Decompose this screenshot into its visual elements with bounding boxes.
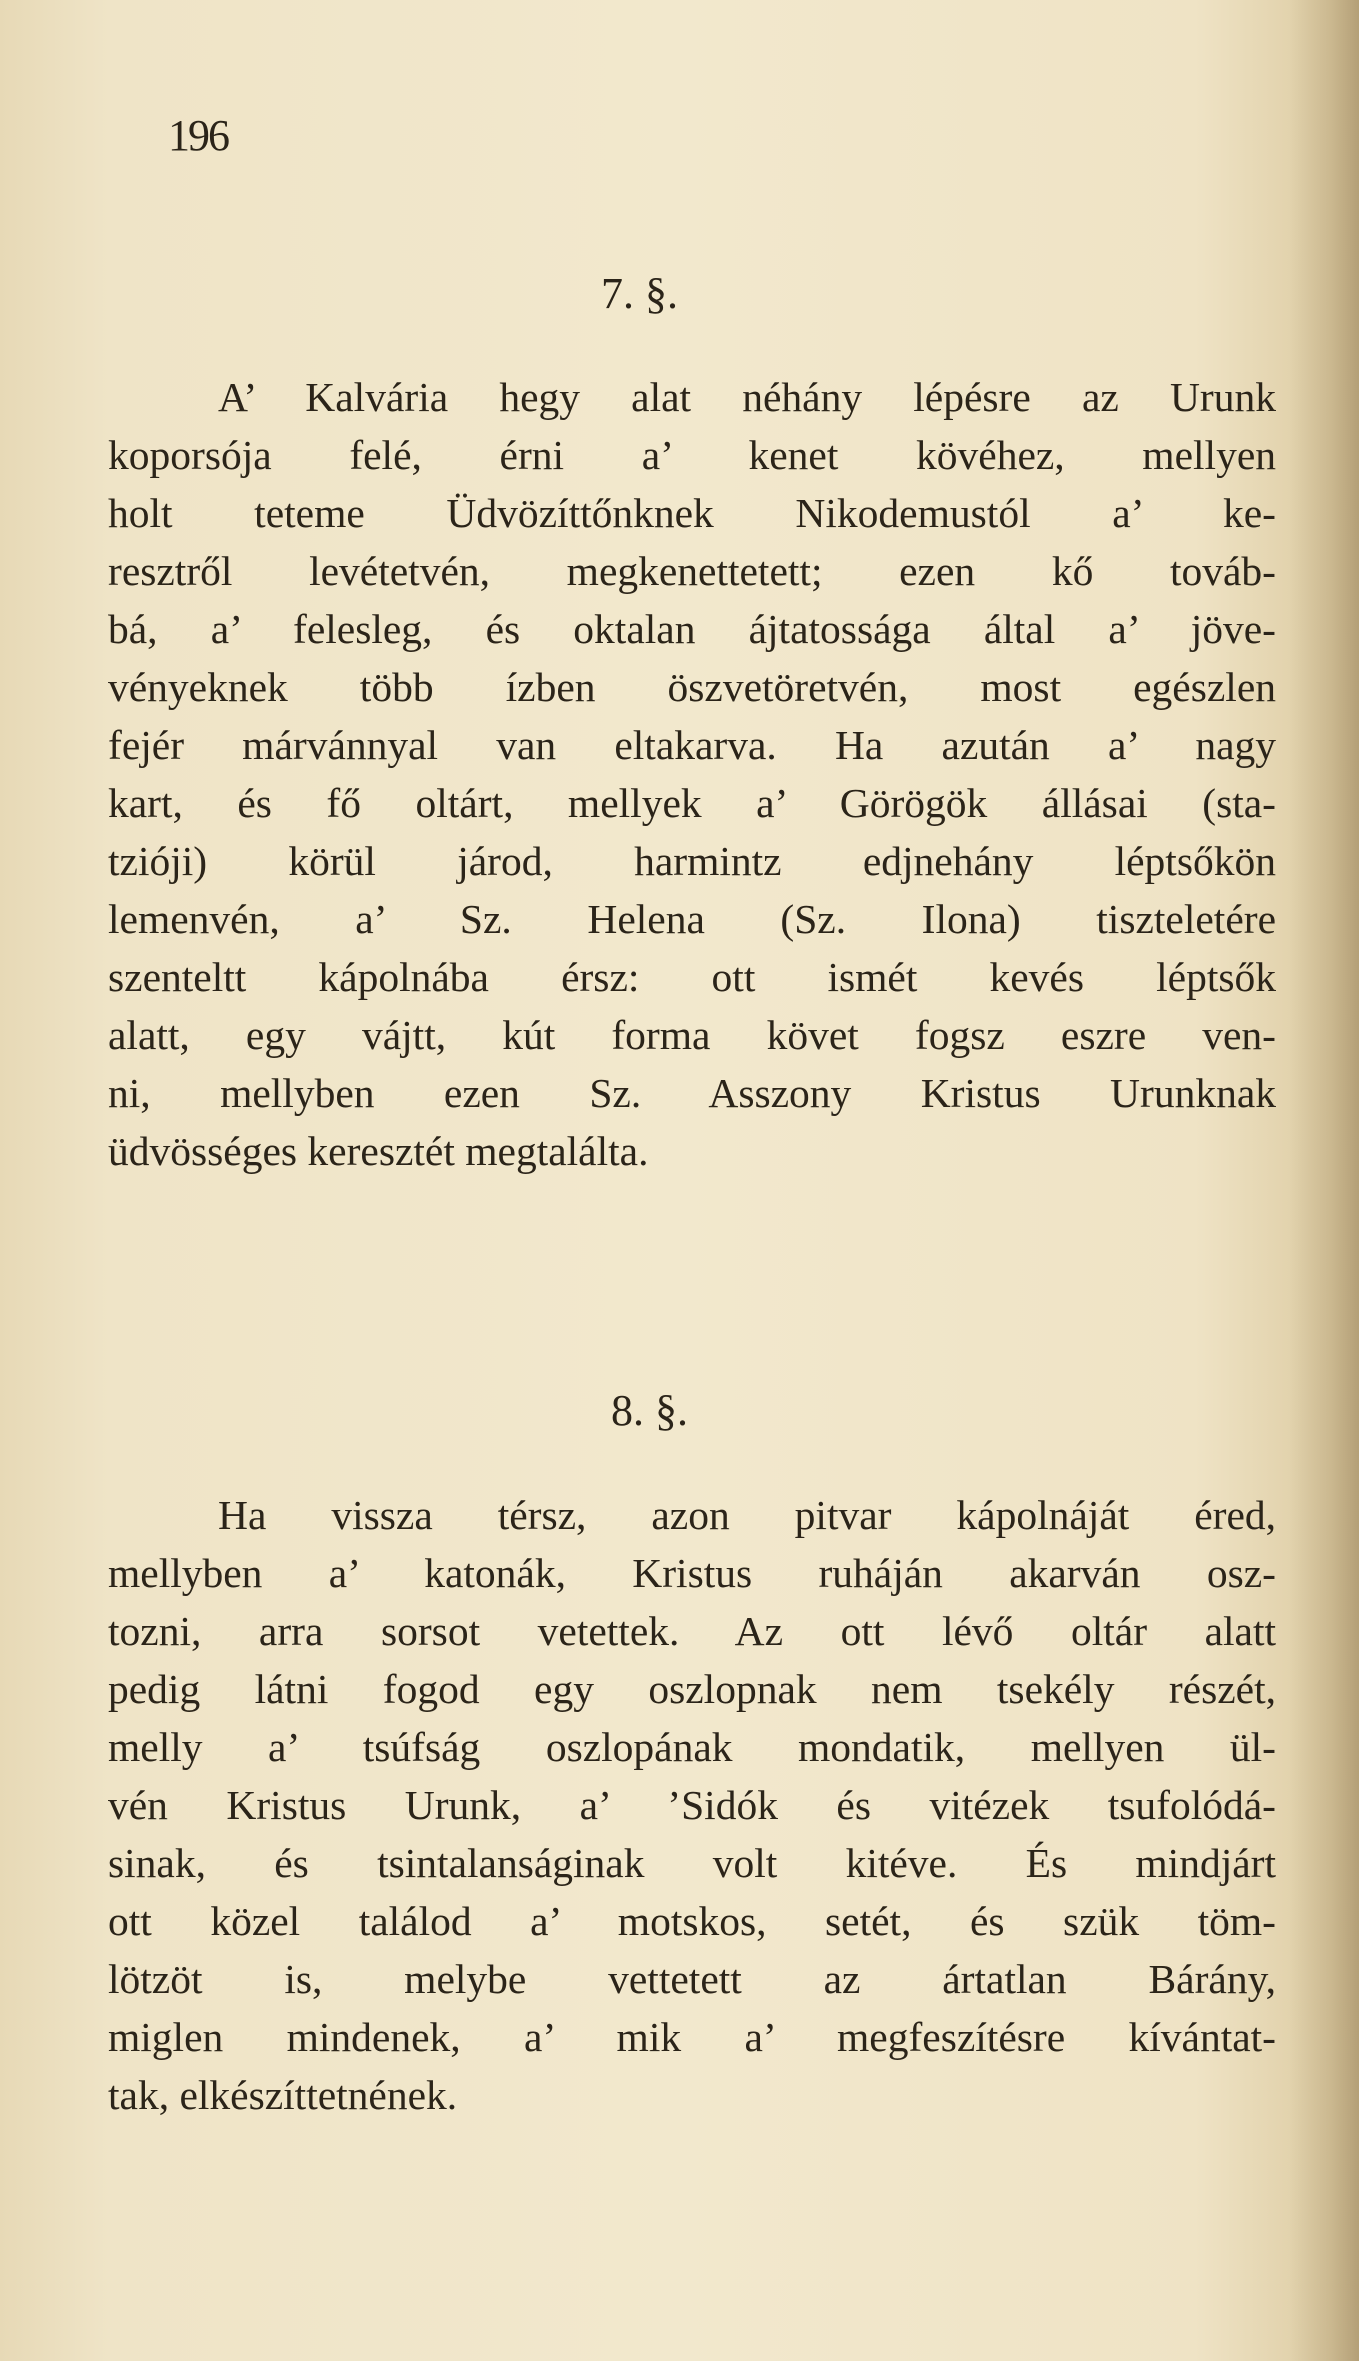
text-line: lötzöt is, melybe vettetett az ártatlan Bárány, <box>108 1956 1276 2002</box>
text-line: vén Kristus Urunk, a’ ’Sidók és vitézek tsufolódá- <box>108 1782 1276 1828</box>
section-8-paragraph <box>108 1486 1276 2124</box>
text-line: tak, elkészíttetnének. <box>108 2072 458 2118</box>
text-line: sinak, és tsintalanságinak volt kitéve. És mindjárt <box>108 1840 1276 1886</box>
text-line: fejér márvánnyal van eltakarva. Ha azután a’ nagy <box>108 722 1276 768</box>
text-line: szenteltt kápolnába érsz: ott ismét kevés léptsők <box>108 954 1276 1000</box>
text-line: vényeknek több ízben öszvetöretvén, most egészlen <box>108 664 1276 710</box>
text-line: mellyben a’ katonák, Kristus ruháján akarván osz- <box>108 1550 1276 1596</box>
text-line: tzióji) körül járod, harmintz edjnehány léptsőkön <box>108 838 1276 884</box>
text-line: kart, és fő oltárt, mellyek a’ Görögök állásai (sta- <box>108 780 1276 826</box>
page-gutter-shadow <box>1289 0 1359 2361</box>
text-line: pedig látni fogod egy oszlopnak nem tsekély részét, <box>108 1666 1276 1712</box>
text-line: lemenvén, a’ Sz. Helena (Sz. Ilona) tiszteletére <box>108 896 1276 942</box>
text-line: bá, a’ felesleg, és oktalan ájtatossága által a’ jöve- <box>108 606 1276 652</box>
section-heading-7: 7. §. <box>601 269 678 318</box>
text-line: Ha vissza térsz, azon pitvar kápolnáját éred, <box>218 1492 1276 1538</box>
section-7-paragraph <box>108 368 1276 1180</box>
text-line: alatt, egy vájtt, kút forma követ fogsz eszre ven- <box>108 1012 1276 1058</box>
text-line: üdvösséges keresztét megtalálta. <box>108 1128 649 1174</box>
text-line: A’ Kalvária hegy alat néhány lépésre az Urunk <box>218 374 1276 420</box>
section-heading-8: 8. §. <box>611 1386 688 1435</box>
text-line: ni, mellyben ezen Sz. Asszony Kristus Urunknak <box>108 1070 1276 1116</box>
text-line: koporsója felé, érni a’ kenet kövéhez, mellyen <box>108 432 1276 478</box>
page-number: 196 <box>168 111 228 160</box>
text-line: ott közel találod a’ motskos, setét, és szük töm- <box>108 1898 1276 1944</box>
text-line: holt teteme Üdvözíttőnknek Nikodemustól a’ ke- <box>108 490 1276 536</box>
text-line: miglen mindenek, a’ mik a’ megfeszítésre kívántat- <box>108 2014 1276 2060</box>
text-line: resztről levétetvén, megkenettetett; ezen kő továb- <box>108 548 1276 594</box>
text-line: tozni, arra sorsot vetettek. Az ott lévő oltár alatt <box>108 1608 1276 1654</box>
text-line: melly a’ tsúfság oszlopának mondatik, mellyen ül- <box>108 1724 1276 1770</box>
